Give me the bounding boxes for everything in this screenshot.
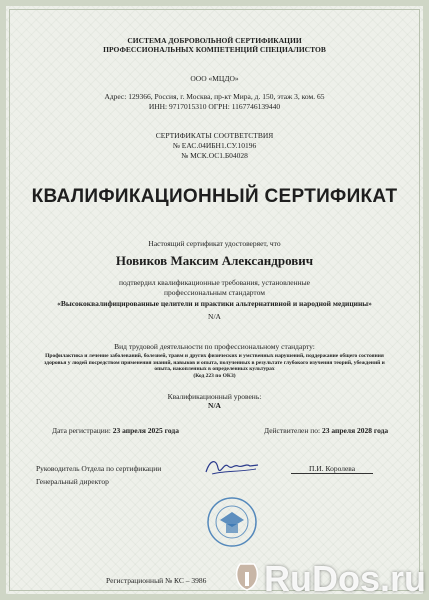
signer-name: П.И. Королева — [291, 464, 373, 474]
activity-label: Вид трудовой деятельности по профессиональному стандарту: — [114, 342, 315, 351]
requirements-text — [6, 278, 423, 298]
professional-standard: «Высококвалифицированные целители и практики альтернативной и народной медицины» — [57, 299, 372, 308]
signer-position-2: Генеральный директор — [36, 477, 109, 486]
valid-until-label: Действителен по: — [264, 426, 321, 435]
valid-until — [264, 426, 388, 435]
registration-date-label: Дата регистрации: — [52, 426, 111, 435]
requirements-line-1: подтвердил квалификационные требования, установленные — [118, 278, 311, 287]
company-details — [6, 92, 423, 112]
watermark-logo-icon — [232, 558, 262, 594]
registration-date — [52, 426, 179, 435]
standard-code: N/A — [208, 312, 221, 321]
certificate-number-2: № МСК.ОС1.Б04028 — [181, 151, 248, 160]
activity-text: Профилактика и лечение заболеваний, болезней, травм и других физических и умственных нарушений, поддержание общего состояния здоровья у людей посредством применения знаний, навыков и опыта, полученных в результате глубокого изучения теорий, убеждений и опыта, накопленных в определенных культурах — [44, 353, 385, 373]
signer-name-line — [291, 464, 373, 474]
issuing-system — [6, 36, 423, 54]
company-address: Адрес: 129366, Россия, г. Москва, пр-кт Мира, д. 150, этаж 3, ком. 65 — [104, 92, 325, 101]
activity-description — [36, 353, 393, 379]
registration-number: Регистрационный № КС – 3986 — [106, 576, 207, 585]
org-line-1: СИСТЕМА ДОБРОВОЛЬНОЙ СЕРТИФИКАЦИИ — [127, 36, 302, 45]
qualification-level-value: N/A — [208, 401, 221, 410]
registration-date-value: 23 апреля 2025 года — [112, 426, 179, 435]
requirements-line-2: профессиональным стандартом — [164, 288, 265, 297]
activity-code: (Код 223 по ОКЗ) — [193, 372, 236, 379]
confirm-text: Настоящий сертификат удостоверяет, что — [148, 239, 281, 248]
qualification-level-label: Квалификационный уровень: — [167, 392, 262, 401]
org-line-2: ПРОФЕССИОНАЛЬНЫХ КОМПЕТЕНЦИЙ СПЕЦИАЛИСТОВ — [103, 45, 326, 54]
company-name: ООО «МЦДО» — [190, 74, 239, 83]
certificate-number-1: № ЕАС.04ИБН1.СУ.10196 — [172, 141, 257, 150]
organization-seal-icon — [206, 496, 258, 548]
valid-until-value: 23 апреля 2028 года — [322, 426, 389, 435]
signer-position-1: Руководитель Отдела по сертификации — [36, 464, 162, 473]
handwritten-signature — [202, 454, 262, 482]
company-inn: ИНН: 9717015310 ОГРН: 1167746139440 — [148, 102, 281, 111]
watermark-text: RuDos.ru — [264, 558, 426, 599]
holder-name: Новиков Максим Александрович — [115, 253, 314, 268]
certificates-label: СЕРТИФИКАТЫ СООТВЕТСТВИЯ — [155, 131, 274, 140]
certificate-title: КВАЛИФИКАЦИОННЫЙ СЕРТИФИКАТ — [31, 186, 398, 207]
conformity-certificates — [6, 131, 423, 161]
